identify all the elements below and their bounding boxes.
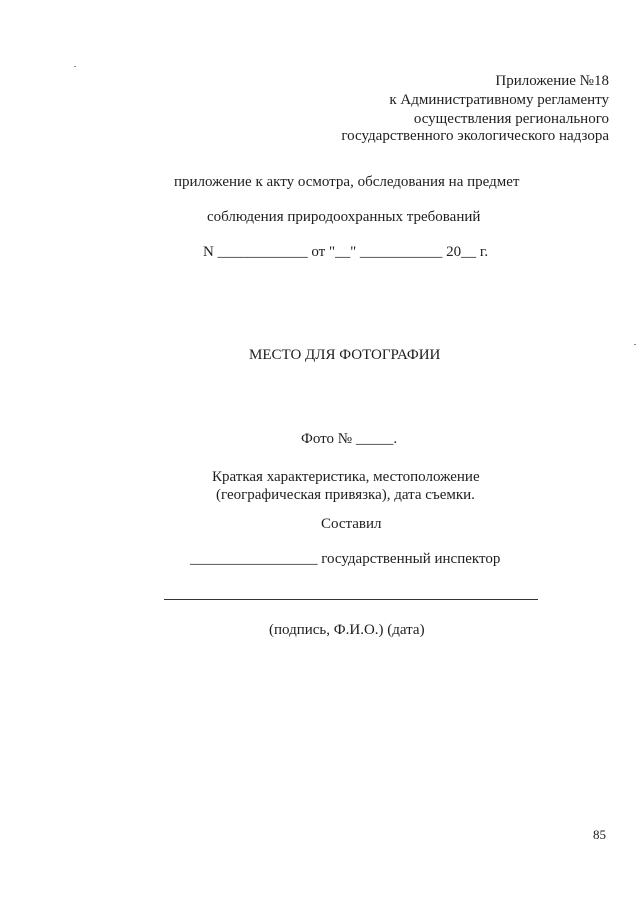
- scan-speck: [634, 344, 636, 345]
- act-title-line2: соблюдения природоохранных требований: [207, 209, 481, 225]
- appendix-number: Приложение №18: [495, 73, 609, 89]
- page-number: 85: [593, 827, 606, 842]
- appendix-reference: к Административному регламенту: [389, 92, 609, 108]
- description-line2: (географическая привязка), дата съемки.: [216, 487, 475, 503]
- scan-speck: [74, 66, 76, 67]
- act-number-date-line: N ____________ от "__" ___________ 20__ г.: [203, 244, 489, 260]
- description-line1: Краткая характеристика, местоположение: [212, 469, 480, 485]
- photo-placeholder-label: МЕСТО ДЛЯ ФОТОГРАФИИ: [249, 347, 441, 363]
- inspector-line: _________________ государственный инспектор: [190, 551, 501, 567]
- appendix-reference-cont: осуществления регионального: [413, 111, 609, 127]
- signature-caption: (подпись, Ф.И.О.) (дата): [269, 622, 425, 638]
- appendix-reference-end: государственного экологического надзора: [341, 128, 609, 144]
- act-title-line1: приложение к акту осмотра, обследования на предмет: [174, 174, 520, 190]
- signature-rule: [164, 599, 538, 600]
- compiled-by-label: Составил: [321, 516, 382, 532]
- photo-number-field: Фото № _____.: [301, 431, 398, 447]
